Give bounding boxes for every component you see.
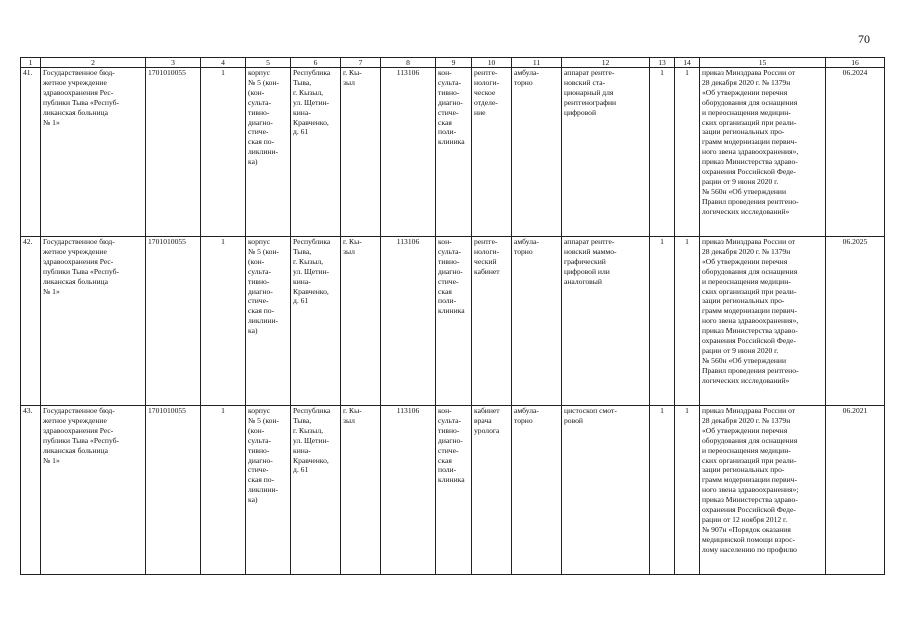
row-number: 41. <box>21 68 41 237</box>
column-header: 2 <box>41 58 146 68</box>
column-header: 5 <box>246 58 291 68</box>
column-header: 4 <box>201 58 246 68</box>
unit-count: 1 <box>201 406 246 575</box>
table-row <box>21 406 885 575</box>
column-header: 14 <box>675 58 700 68</box>
table-row <box>21 68 885 237</box>
quantity-required: 1 <box>650 406 675 575</box>
equipment-name: аппарат рентге- новский ста- ционарный для рентгенографии цифровой <box>562 68 650 237</box>
deadline: 06.2025 <box>826 237 885 406</box>
subdivision-type: кон- сульта- тивно- диагно- стиче- ская поли- клиника <box>436 68 472 237</box>
locality-code: 113106 <box>381 68 436 237</box>
column-header: 9 <box>436 58 472 68</box>
address: Республика Тыва, г. Кызыл, ул. Щетин- кина- Кравченко, д. 61 <box>291 237 341 406</box>
deadline: 06.2021 <box>826 406 885 575</box>
column-header: 15 <box>700 58 826 68</box>
equipment-name: аппарат рентге- новский маммо- графический цифровой или аналоговый <box>562 237 650 406</box>
address: Республика Тыва, г. Кызыл, ул. Щетин- кина- Кравченко, д. 61 <box>291 406 341 575</box>
quantity-required: 1 <box>650 68 675 237</box>
building: корпус № 5 (кон- (кон- сульта- тивно- диагно- стиче- ская по- ликлини- ка) <box>246 406 291 575</box>
header-row <box>21 58 885 68</box>
department: кабинет врача уролога <box>472 406 512 575</box>
organization-name: Государственное бюд- жетное учреждение здравоохранения Рес- публики Тыва «Респуб- ликанская больница № 1» <box>41 237 146 406</box>
table-row <box>21 237 885 406</box>
column-header: 3 <box>146 58 201 68</box>
deadline: 06.2024 <box>826 68 885 237</box>
locality: г. Кы- зыл <box>341 237 381 406</box>
column-header: 11 <box>512 58 562 68</box>
row-number: 43. <box>21 406 41 575</box>
column-header: 8 <box>381 58 436 68</box>
column-header: 6 <box>291 58 341 68</box>
care-conditions: амбула- торно <box>512 68 562 237</box>
locality-code: 113106 <box>381 237 436 406</box>
column-header: 10 <box>472 58 512 68</box>
legal-basis: приказ Минздрава России от 28 декабря 2020 г. № 1379н «Об утверждении перечня оборудования для оснащения и переоснащения медицин- ских организаций при реали- зации региональных про- грамм модернизации первич- ного звена здравоохранения», приказ Министерства здраво- охранения Российской Феде- рации от 9 июня 2020 г. № 560н «Об утверждении Правил проведения рентгено- логических исследований» <box>700 237 826 406</box>
department: рентге- нологи- ческое отделе- ние <box>472 68 512 237</box>
column-header: 12 <box>562 58 650 68</box>
quantity-planned: 1 <box>675 68 700 237</box>
locality: г. Кы- зыл <box>341 68 381 237</box>
equipment-name: цистоскоп смот- ровой <box>562 406 650 575</box>
care-conditions: амбула- торно <box>512 406 562 575</box>
department: рентге- нологи- ческий кабинет <box>472 237 512 406</box>
subdivision-type: кон- сульта- тивно- диагно- стиче- ская поли- клиника <box>436 406 472 575</box>
building: корпус № 5 (кон- (кон- сульта- тивно- диагно- стиче- ская по- ликлини- ка) <box>246 68 291 237</box>
column-header: 13 <box>650 58 675 68</box>
organization-name: Государственное бюд- жетное учреждение здравоохранения Рес- публики Тыва «Респуб- ликанская больница № 1» <box>41 406 146 575</box>
quantity-required: 1 <box>650 237 675 406</box>
equipment-table <box>20 57 885 575</box>
column-header: 7 <box>341 58 381 68</box>
building: корпус № 5 (кон- (кон- сульта- тивно- диагно- стиче- ская по- ликлини- ка) <box>246 237 291 406</box>
row-number: 42. <box>21 237 41 406</box>
legal-basis: приказ Минздрава России от 28 декабря 2020 г. № 1379н «Об утверждении перечня оборудования для оснащения и переоснащения медицин- ских организаций при реали- зации региональных про- грамм модернизации первич- ного звена здравоохранения», приказ Министерства здраво- охранения Российской Феде- рации от 9 июня 2020 г. № 560н «Об утверждении Правил проведения рентгено- логических исследований» <box>700 68 826 237</box>
organization-code: 1701010055 <box>146 68 201 237</box>
unit-count: 1 <box>201 237 246 406</box>
organization-code: 1701010055 <box>146 237 201 406</box>
address: Республика Тыва, г. Кызыл, ул. Щетин- кина- Кравченко, д. 61 <box>291 68 341 237</box>
care-conditions: амбула- торно <box>512 237 562 406</box>
quantity-planned: 1 <box>675 237 700 406</box>
organization-code: 1701010055 <box>146 406 201 575</box>
column-header: 1 <box>21 58 41 68</box>
quantity-planned: 1 <box>675 406 700 575</box>
column-header: 16 <box>826 58 885 68</box>
organization-name: Государственное бюд- жетное учреждение здравоохранения Рес- публики Тыва «Респуб- ликанская больница № 1» <box>41 68 146 237</box>
locality-code: 113106 <box>381 406 436 575</box>
legal-basis: приказ Минздрава России от 28 декабря 2020 г. № 1379н «Об утверждении перечня оборудования для оснащения и переоснащения медицин- ских организаций при реали- зации региональных про- грамм модернизации первич- ного звена здравоохранения»; приказ Министерства здраво- охранения Российской Феде- рации от 12 ноября 2012 г. № 907н «Порядок оказания медицинской помощи взрос- лому населению по профилю <box>700 406 826 575</box>
locality: г. Кы- зыл <box>341 406 381 575</box>
page-number: 70 <box>858 32 870 46</box>
subdivision-type: кон- сульта- тивно- диагно- стиче- ская поли- клиника <box>436 237 472 406</box>
unit-count: 1 <box>201 68 246 237</box>
